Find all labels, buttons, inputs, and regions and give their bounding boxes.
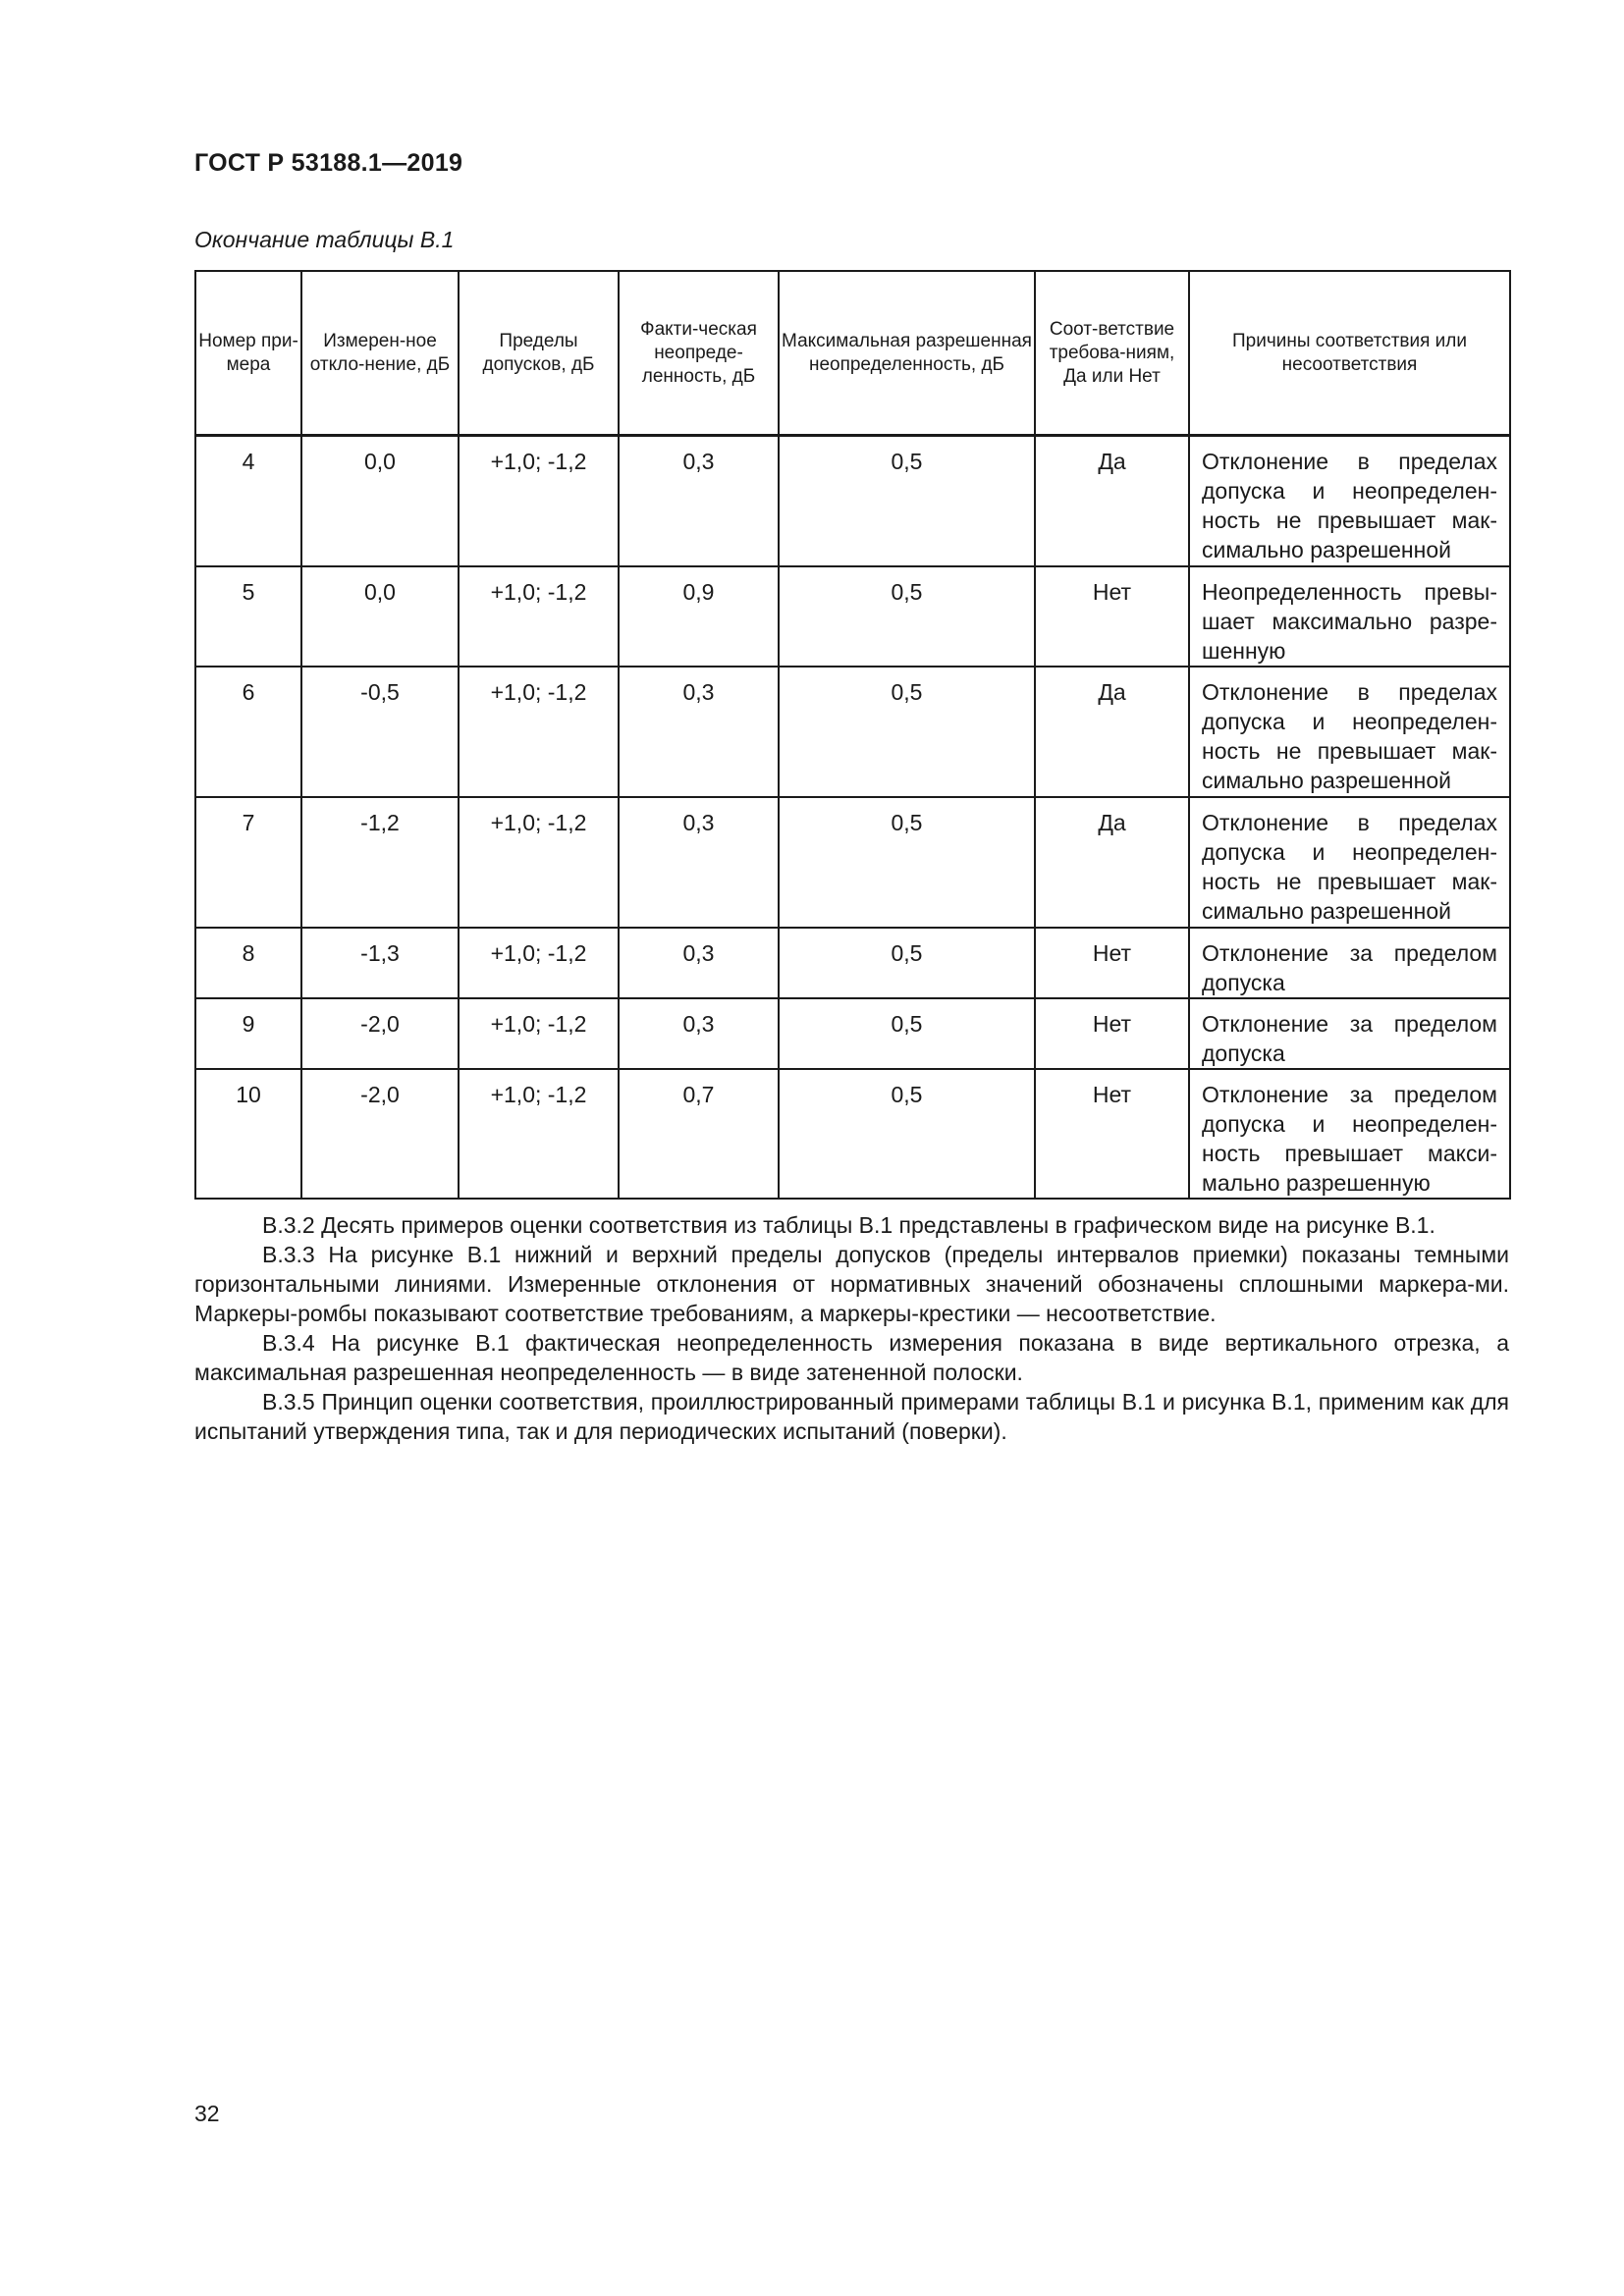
table-cell-reason: Отклонение в пределах допуска и неопределен-ность не превышает мак-симально разрешенной — [1189, 797, 1510, 928]
table-cell: 9 — [195, 998, 301, 1069]
column-header: Измерен-ное откло-нение, дБ — [301, 271, 459, 436]
table-cell: 0,5 — [779, 998, 1035, 1069]
column-header: Максимальная разрешенная неопределенность, дБ — [779, 271, 1035, 436]
table-cell: 0,3 — [619, 436, 779, 566]
document-id: ГОСТ Р 53188.1—2019 — [194, 149, 463, 177]
table-cell-reason: Отклонение за пределом допуска — [1189, 998, 1510, 1069]
table-cell: 0,5 — [779, 928, 1035, 998]
table-cell: Нет — [1035, 1069, 1189, 1199]
table-cell: +1,0; -1,2 — [459, 436, 619, 566]
paragraph: В.3.4 На рисунке В.1 фактическая неопределенность измерения показана в виде вертикального отрезка, а максимальная разрешенная неопределенность — в виде затененной полоски. — [194, 1330, 1509, 1385]
table-cell: +1,0; -1,2 — [459, 667, 619, 797]
paragraph: В.3.3 На рисунке В.1 нижний и верхний пределы допусков (пределы интервалов приемки) показаны темными горизонтальными линиями. Измеренные отклонения от нормативных значений обозначены сплошными маркера-ми. Маркеры-ромбы показывают соответствие требованиям, а маркеры-крестики — несоответствие. — [194, 1242, 1509, 1326]
table-cell: -2,0 — [301, 1069, 459, 1199]
table-cell: +1,0; -1,2 — [459, 928, 619, 998]
conformity-table — [194, 270, 1511, 1200]
table-row — [195, 1069, 1510, 1199]
table-cell: 6 — [195, 667, 301, 797]
table-cell: -2,0 — [301, 998, 459, 1069]
table-cell-reason: Отклонение в пределах допуска и неопределен-ность не превышает мак-симально разрешенной — [1189, 667, 1510, 797]
table-cell: 8 — [195, 928, 301, 998]
table-cell: 0,5 — [779, 566, 1035, 667]
table-row — [195, 667, 1510, 797]
table-cell: Нет — [1035, 998, 1189, 1069]
table-cell: -1,2 — [301, 797, 459, 928]
table-row — [195, 797, 1510, 928]
table-row — [195, 928, 1510, 998]
table-cell: 7 — [195, 797, 301, 928]
body-text — [194, 1210, 1509, 1446]
table-cell: 0,3 — [619, 928, 779, 998]
table-cell: +1,0; -1,2 — [459, 998, 619, 1069]
table-cell: +1,0; -1,2 — [459, 566, 619, 667]
table-cell: 0,5 — [779, 436, 1035, 566]
column-header: Соот-ветствие требова-ниям, Да или Нет — [1035, 271, 1189, 436]
table-cell: +1,0; -1,2 — [459, 797, 619, 928]
column-header: Номер при-мера — [195, 271, 301, 436]
table-cell: 0,3 — [619, 667, 779, 797]
table-cell: 0,3 — [619, 998, 779, 1069]
table-cell-reason: Неопределенность превы-шает максимально разре-шенную — [1189, 566, 1510, 667]
page-number: 32 — [194, 2101, 220, 2126]
table-cell: 0,0 — [301, 436, 459, 566]
table-cell: 0,5 — [779, 1069, 1035, 1199]
paragraph: В.3.5 Принцип оценки соответствия, проиллюстрированный примерами таблицы В.1 и рисунка В.1, применим как для испытаний утверждения типа, так и для периодических испытаний (поверки). — [194, 1389, 1509, 1444]
table-cell: 0,0 — [301, 566, 459, 667]
table-cell: 0,7 — [619, 1069, 779, 1199]
table-row — [195, 436, 1510, 566]
table-cell: Нет — [1035, 928, 1189, 998]
table-cell-reason: Отклонение за пределом допуска и неопределен-ность превышает макси-мально разрешенную — [1189, 1069, 1510, 1199]
table-cell: Да — [1035, 436, 1189, 566]
table-cell: Нет — [1035, 566, 1189, 667]
table-cell: 10 — [195, 1069, 301, 1199]
table-caption: Окончание таблицы В.1 — [194, 227, 455, 252]
column-header: Пределы допусков, дБ — [459, 271, 619, 436]
table-cell-reason: Отклонение в пределах допуска и неопределен-ность не превышает мак-симально разрешенной — [1189, 436, 1510, 566]
table-cell: -0,5 — [301, 667, 459, 797]
column-header: Факти-ческая неопреде-ленность, дБ — [619, 271, 779, 436]
table-cell: -1,3 — [301, 928, 459, 998]
table-cell: 0,5 — [779, 667, 1035, 797]
table-cell-reason: Отклонение за пределом допуска — [1189, 928, 1510, 998]
table-cell: 4 — [195, 436, 301, 566]
table-cell: +1,0; -1,2 — [459, 1069, 619, 1199]
table-row — [195, 566, 1510, 667]
table-cell: 5 — [195, 566, 301, 667]
table-header-row — [195, 271, 1510, 436]
table-cell: 0,9 — [619, 566, 779, 667]
column-header: Причины соответствия или несоответствия — [1189, 271, 1510, 436]
table-row — [195, 998, 1510, 1069]
table-cell: Да — [1035, 797, 1189, 928]
paragraph: В.3.2 Десять примеров оценки соответствия из таблицы В.1 представлены в графическом виде на рисунке В.1. — [262, 1212, 1435, 1238]
table-cell: Да — [1035, 667, 1189, 797]
table-cell: 0,5 — [779, 797, 1035, 928]
table-cell: 0,3 — [619, 797, 779, 928]
